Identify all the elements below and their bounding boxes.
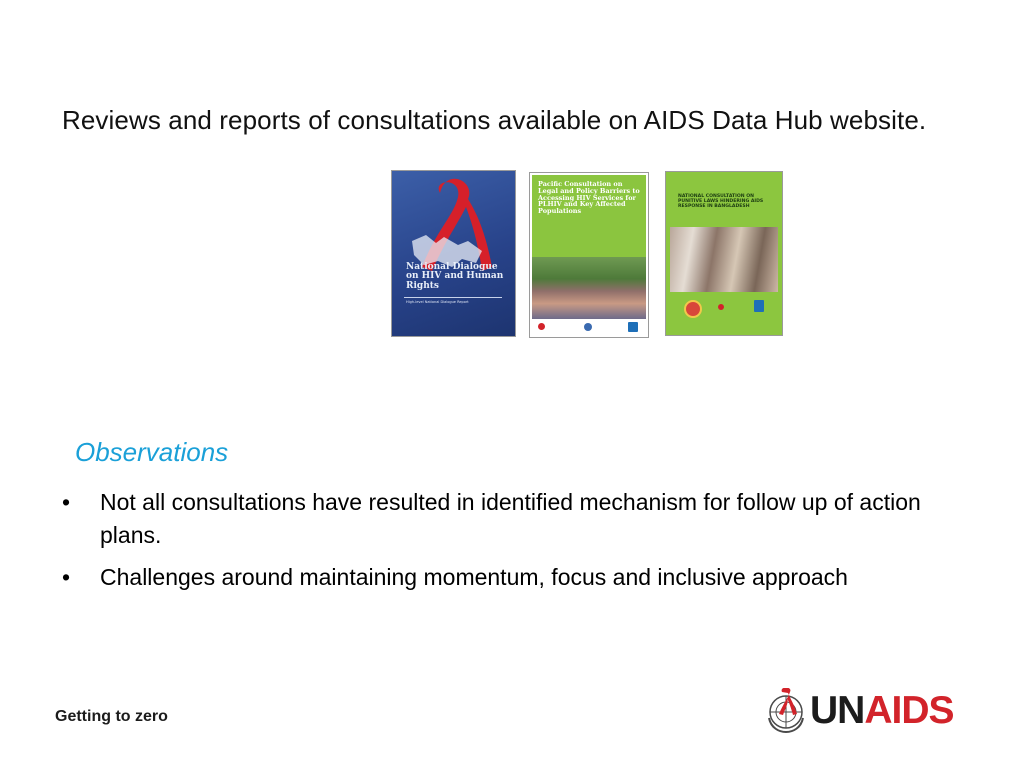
unaids-mini-logo-icon [718,304,724,310]
cover-title: National Dialogue on HIV and Human Rights [406,262,504,291]
list-item-text: Not all consultations have resulted in identified mechanism for follow up of action plans. [100,489,921,548]
bullet-icon: • [62,564,71,590]
undp-logo-icon [754,300,764,312]
red-ribbon-icon [392,171,515,336]
list-item [62,486,982,552]
report-cover-pacific-consultation [530,173,648,337]
partner-logo-icon [584,323,592,331]
cover-title: NATIONAL CONSULTATION ON PUNITIVE LAWS HINDERING AIDS RESPONSE IN BANGLADESH [678,194,764,209]
bullet-icon: • [62,489,71,515]
slide-heading: Reviews and reports of consultations available on AIDS Data Hub website. [62,105,927,135]
footer-tagline: Getting to zero [55,708,168,725]
list-item-text: Challenges around maintaining momentum, focus and inclusive approach [100,564,848,590]
cover-title: Pacific Consultation on Legal and Policy Barriers to Accessing HIV Services for PLHIV and Key Affected Populations [538,180,640,216]
cover-group-photo [532,257,646,319]
observations-title: Observations [75,437,229,467]
brand-un-text: UN [810,689,865,732]
list-item [62,561,982,594]
cover-meeting-photo [670,227,778,292]
cover-divider [404,297,502,298]
observations-list [62,486,982,603]
undp-logo-icon [628,322,638,332]
cover-subtitle: High-level National Dialogue Report [406,300,469,304]
brand-wordmark [810,688,954,734]
unaids-mini-logo-icon [538,323,545,330]
cover-logo-strip [532,319,646,335]
cover-logo-strip [670,292,778,331]
brand-aids-text: AIDS [864,689,954,732]
government-seal-icon [684,300,702,318]
unaids-logo [763,688,973,734]
un-emblem-icon [763,688,809,734]
report-cover-bangladesh-consultation [666,172,782,335]
report-cover-hiv-human-rights [392,171,515,336]
